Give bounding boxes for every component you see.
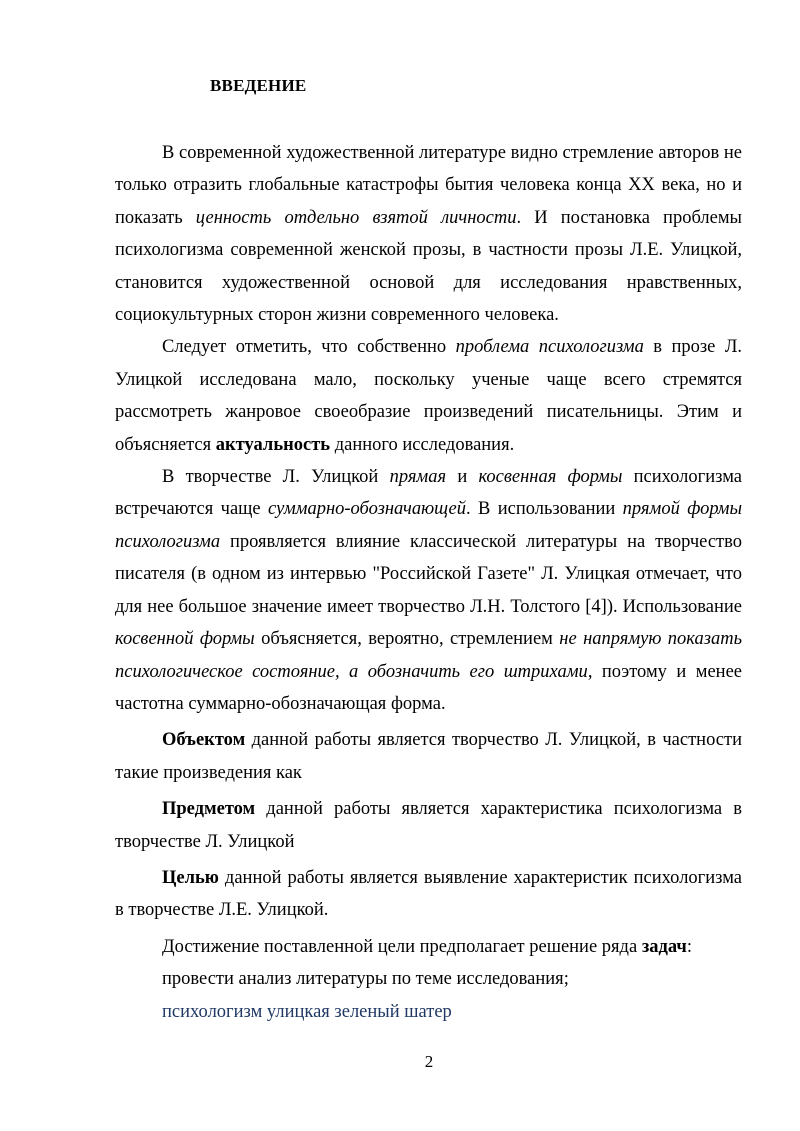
bold-run: Целью — [162, 867, 219, 888]
italic-run: косвенная формы — [478, 467, 623, 488]
text-run: проявляется влияние классической литературы на творчество писателя (в одном из интервью "Российской Газете" Л. Улицкая отмечает, что для нее большое значение имеет творчество Л.Н. Толстого [4]). Использование — [115, 531, 742, 617]
text-run: : — [686, 936, 692, 957]
bold-run: Объектом — [162, 730, 246, 751]
text-run: данной работы является творчество Л. Улицкой, в частности такие произведения как — [115, 730, 742, 783]
text-run: . И постановка проблемы психологизма современной женской прозы, в частности прозы Л.Е. Улицкой, становится художественной основой для исследования нравственных, социокультурных сторон жизни современного человека. — [115, 207, 742, 326]
text-run: Следует отметить, что собственно — [162, 337, 456, 358]
page-number: 2 — [424, 1052, 434, 1071]
paragraph-subject — [115, 793, 742, 858]
text-run: данной работы является характеристика психологизма в творчестве Л. Улицкой — [115, 799, 742, 852]
italic-run: проблема психологизма — [455, 337, 644, 358]
italic-run: не напрямую показать психологическое состояние, а обозначить его штрихами — [115, 629, 742, 682]
paragraph-relevance — [115, 331, 742, 461]
text-run: . В использовании — [466, 499, 623, 520]
section-heading: ВВЕДЕНИЕ — [210, 76, 307, 95]
text-run: , поэтому и менее частотна суммарно-обозначающая форма. — [115, 661, 742, 714]
text-run: В творчестве Л. Улицкой — [162, 467, 390, 488]
paragraph-tasks — [115, 931, 742, 963]
bold-run: Предметом — [162, 799, 256, 820]
paragraph-object — [115, 724, 742, 789]
document-body — [115, 137, 742, 1028]
text-run: В современной художественной литературе видно стремление авторов не только отразить глобальные катастрофы бытия человека конца XX века, но и показать — [115, 143, 742, 228]
bold-run: задач — [641, 936, 687, 957]
paragraph-intro — [115, 137, 742, 331]
text-run: и — [446, 467, 479, 488]
italic-run: ценность отдельно взятой личности — [195, 207, 517, 228]
italic-run: прямая — [389, 467, 447, 488]
italic-run: косвенной формы — [115, 629, 255, 650]
search-query-line: психологизм улицкая зеленый шатер — [162, 1001, 452, 1022]
text-run: объясняется, вероятно, стремлением — [254, 629, 560, 650]
text-run: данной работы является выявление характеристик психологизма в творчестве Л.Е. Улицкой. — [115, 867, 742, 921]
text-run: данного исследования. — [330, 434, 515, 455]
task-item: провести анализ литературы по теме исследования; — [162, 969, 569, 990]
text-run: в прозе Л. Улицкой исследована мало, поскольку ученые чаще всего стремятся рассмотреть жанровое своеобразие произведений писательницы. Этим и объясняется — [115, 337, 742, 455]
italic-run: суммарно-обозначающей — [268, 499, 467, 520]
paragraph-goal — [115, 862, 742, 927]
paragraph-forms — [115, 461, 742, 720]
text-run: психологизма встречаются чаще — [115, 467, 742, 520]
bold-run: актуальность — [215, 434, 331, 455]
text-run: Достижение поставленной цели предполагает решение ряда — [162, 936, 642, 957]
italic-run: прямой формы психологизма — [115, 499, 742, 552]
